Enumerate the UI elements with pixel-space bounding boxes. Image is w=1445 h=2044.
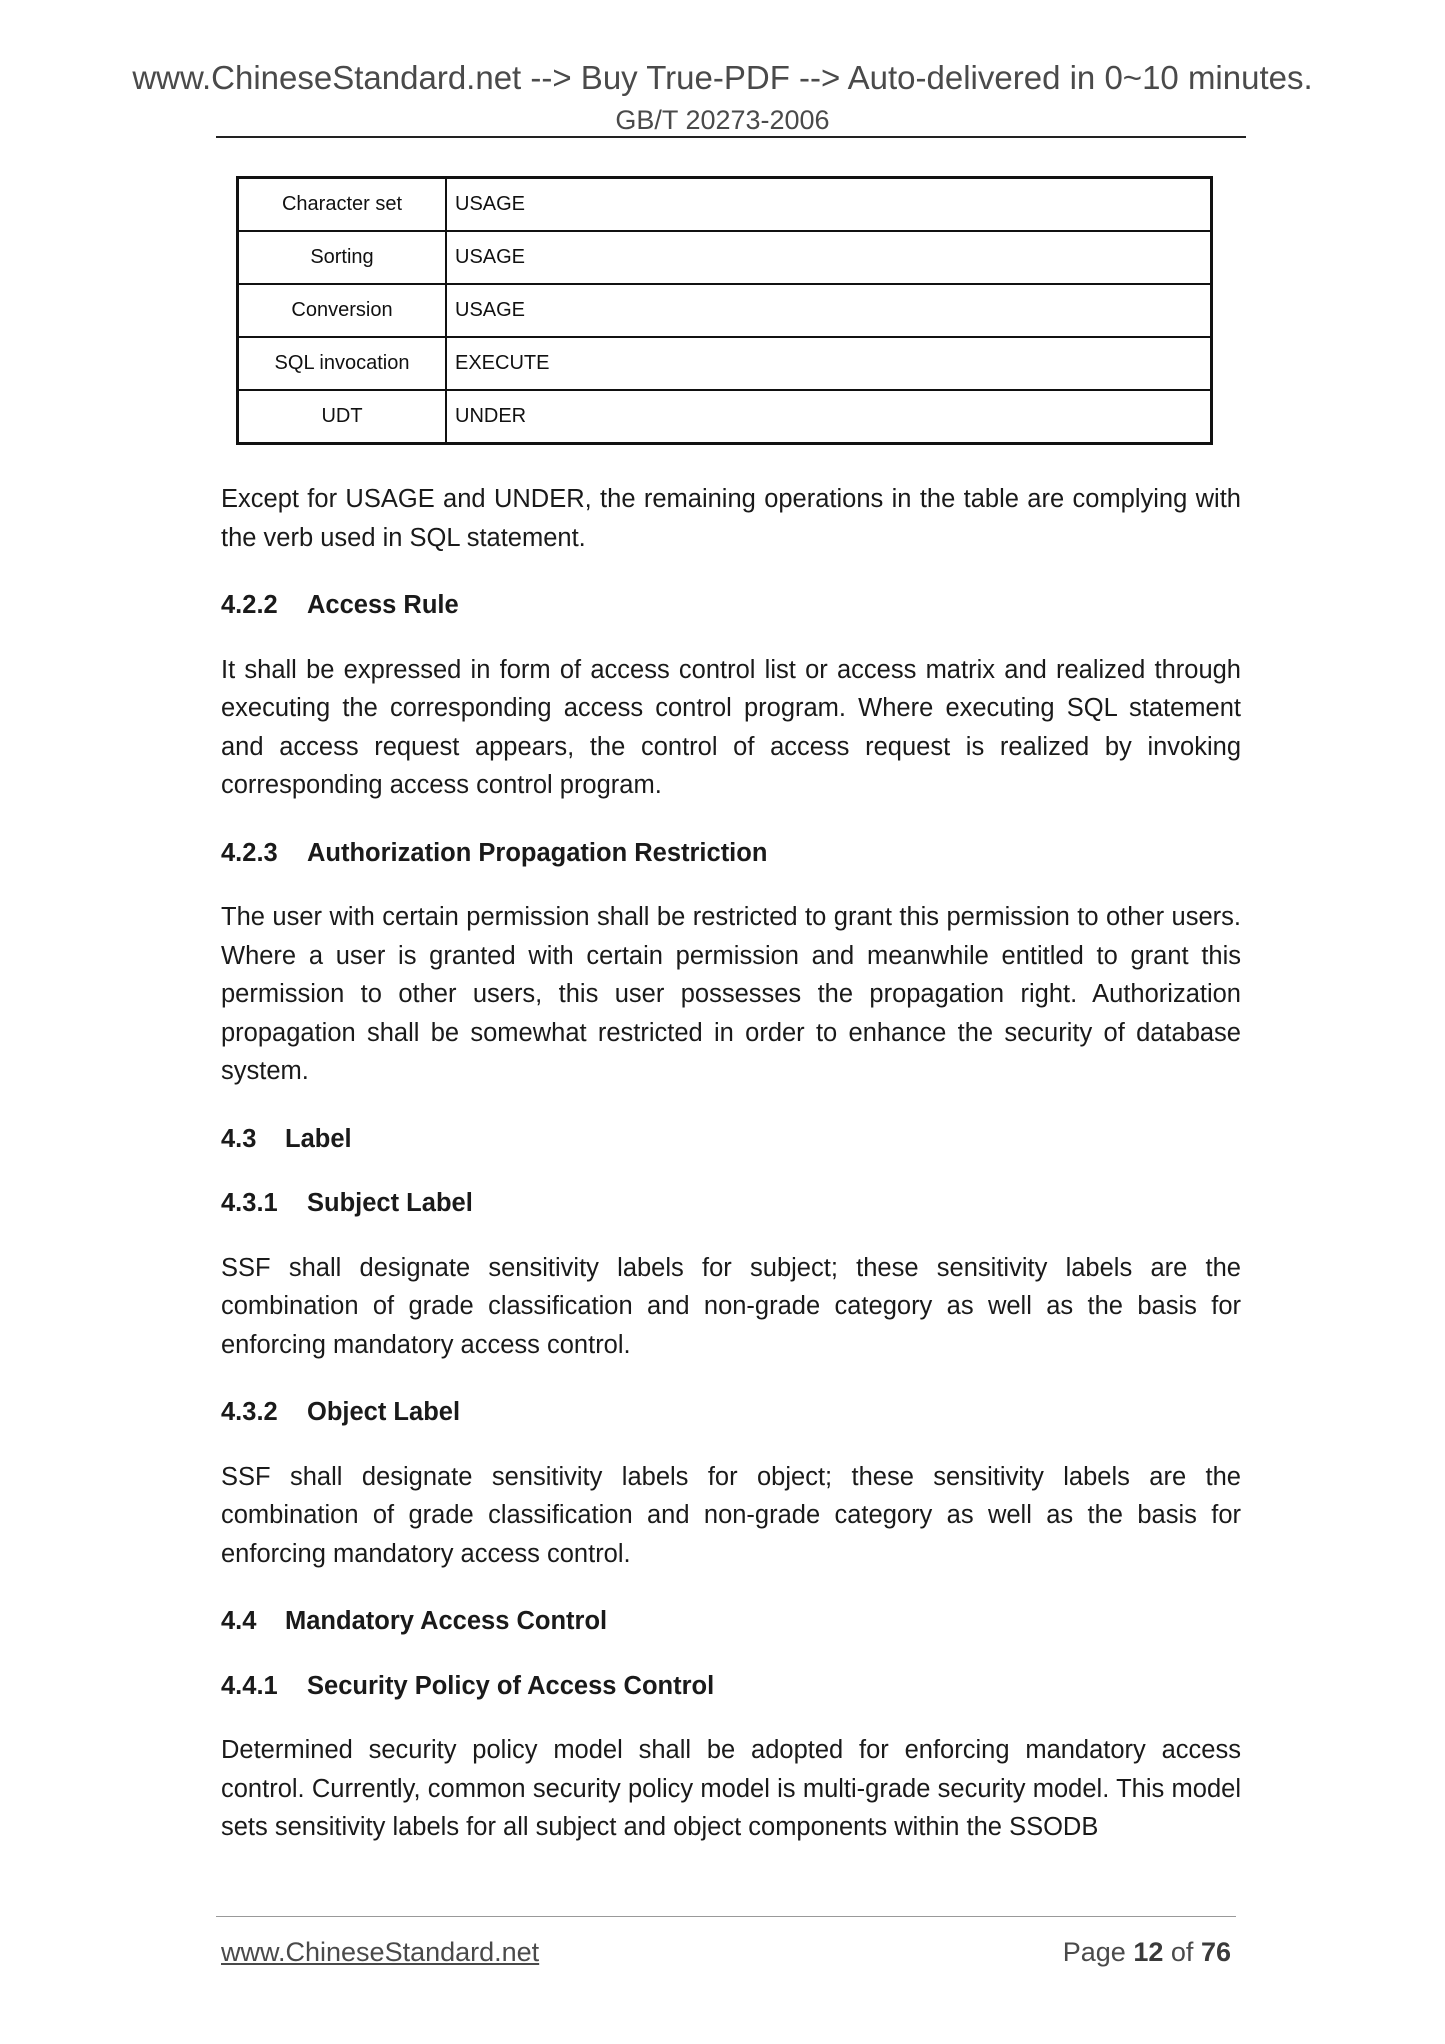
section-heading-4-4 (221, 1602, 1241, 1641)
table-key-cell: Sorting (238, 231, 447, 284)
page-indicator (1063, 1934, 1231, 1970)
section-heading-4-4-1 (221, 1667, 1241, 1706)
table-value-cell: UNDER (446, 390, 1212, 444)
section-heading-4-3-1 (221, 1184, 1241, 1223)
table-row (238, 284, 1212, 337)
table-key-cell: SQL invocation (238, 337, 447, 390)
paragraph-object-label: SSF shall designate sensitivity labels for object; these sensitivity labels are the combination of grade classification and non-grade category as well as the basis for enforcing mandatory access control. (221, 1462, 1241, 1568)
section-title: Access Rule (307, 591, 459, 619)
paragraph-access-rule: It shall be expressed in form of access control list or access matrix and realized through executing the corresponding access control program. Where executing SQL statement and access request appears, the control of access request is realized by invoking corresponding access control program. (221, 655, 1241, 799)
table-value-cell: USAGE (446, 284, 1212, 337)
footer-divider (216, 1916, 1236, 1917)
paragraph-security-policy: Determined security policy model shall be adopted for enforcing mandatory access control. Currently, common security policy model is multi-grade security model. This model sets sensitivity labels for all subject and object components within the SSODB (221, 1736, 1241, 1841)
section-title: Object Label (307, 1398, 461, 1426)
header-banner: www.ChineseStandard.net --> Buy True-PDF --> Auto-delivered in 0~10 minutes. (132, 59, 1313, 96)
table-value-cell: EXECUTE (446, 337, 1212, 390)
section-title: Label (285, 1124, 352, 1153)
table-key-cell: Conversion (238, 284, 447, 337)
section-heading-4-2-3 (221, 834, 1241, 873)
section-number: 4.2.3 (221, 838, 278, 867)
table-value-cell: USAGE (446, 178, 1212, 232)
table-row (238, 390, 1212, 444)
section-title: Subject Label (307, 1189, 473, 1217)
page-prefix: Page (1062, 1937, 1126, 1967)
section-number: 4.4 (221, 1607, 257, 1635)
document-id: GB/T 20273-2006 (615, 105, 830, 135)
section-number: 4.3.1 (221, 1189, 278, 1217)
paragraph-authorization-propagation: The user with certain permission shall be restricted to grant this permission to other users. Where a user is granted with certain permission and meanwhile entitled to grant this permission to other users, this user possesses the propagation right. Authorization propagation shall be somewhat restricted in order to enhance the security of database system. (221, 903, 1241, 1085)
header-divider (216, 136, 1246, 138)
page-total: 76 (1200, 1937, 1231, 1967)
section-title: Authorization Propagation Restriction (307, 838, 768, 867)
table-row (238, 337, 1212, 390)
section-title: Mandatory Access Control (285, 1607, 608, 1635)
section-heading-4-3-2 (221, 1393, 1241, 1432)
table-row (238, 231, 1212, 284)
operations-table (236, 176, 1213, 445)
section-title: Security Policy of Access Control (307, 1671, 715, 1700)
table-value-cell: USAGE (446, 231, 1212, 284)
document-body (221, 480, 1241, 1876)
table-row (238, 178, 1212, 232)
section-number: 4.3 (221, 1124, 257, 1153)
page-of: of (1170, 1937, 1194, 1967)
section-number: 4.3.2 (221, 1398, 278, 1426)
paragraph-after-table: Except for USAGE and UNDER, the remaining operations in the table are complying with the verb used in SQL statement. (221, 485, 1241, 552)
page-current: 12 (1133, 1937, 1164, 1967)
section-number: 4.4.1 (221, 1671, 278, 1700)
table-key-cell: UDT (238, 390, 447, 444)
paragraph-subject-label: SSF shall designate sensitivity labels for subject; these sensitivity labels are the combination of grade classification and non-grade category as well as the basis for enforcing mandatory access control. (221, 1253, 1241, 1359)
table-key-cell: Character set (238, 178, 447, 232)
footer-site-link[interactable]: www.ChineseStandard.net (221, 1937, 540, 1967)
section-heading-4-3 (221, 1120, 1241, 1159)
section-number: 4.2.2 (221, 591, 278, 619)
section-heading-4-2-2 (221, 586, 1241, 625)
